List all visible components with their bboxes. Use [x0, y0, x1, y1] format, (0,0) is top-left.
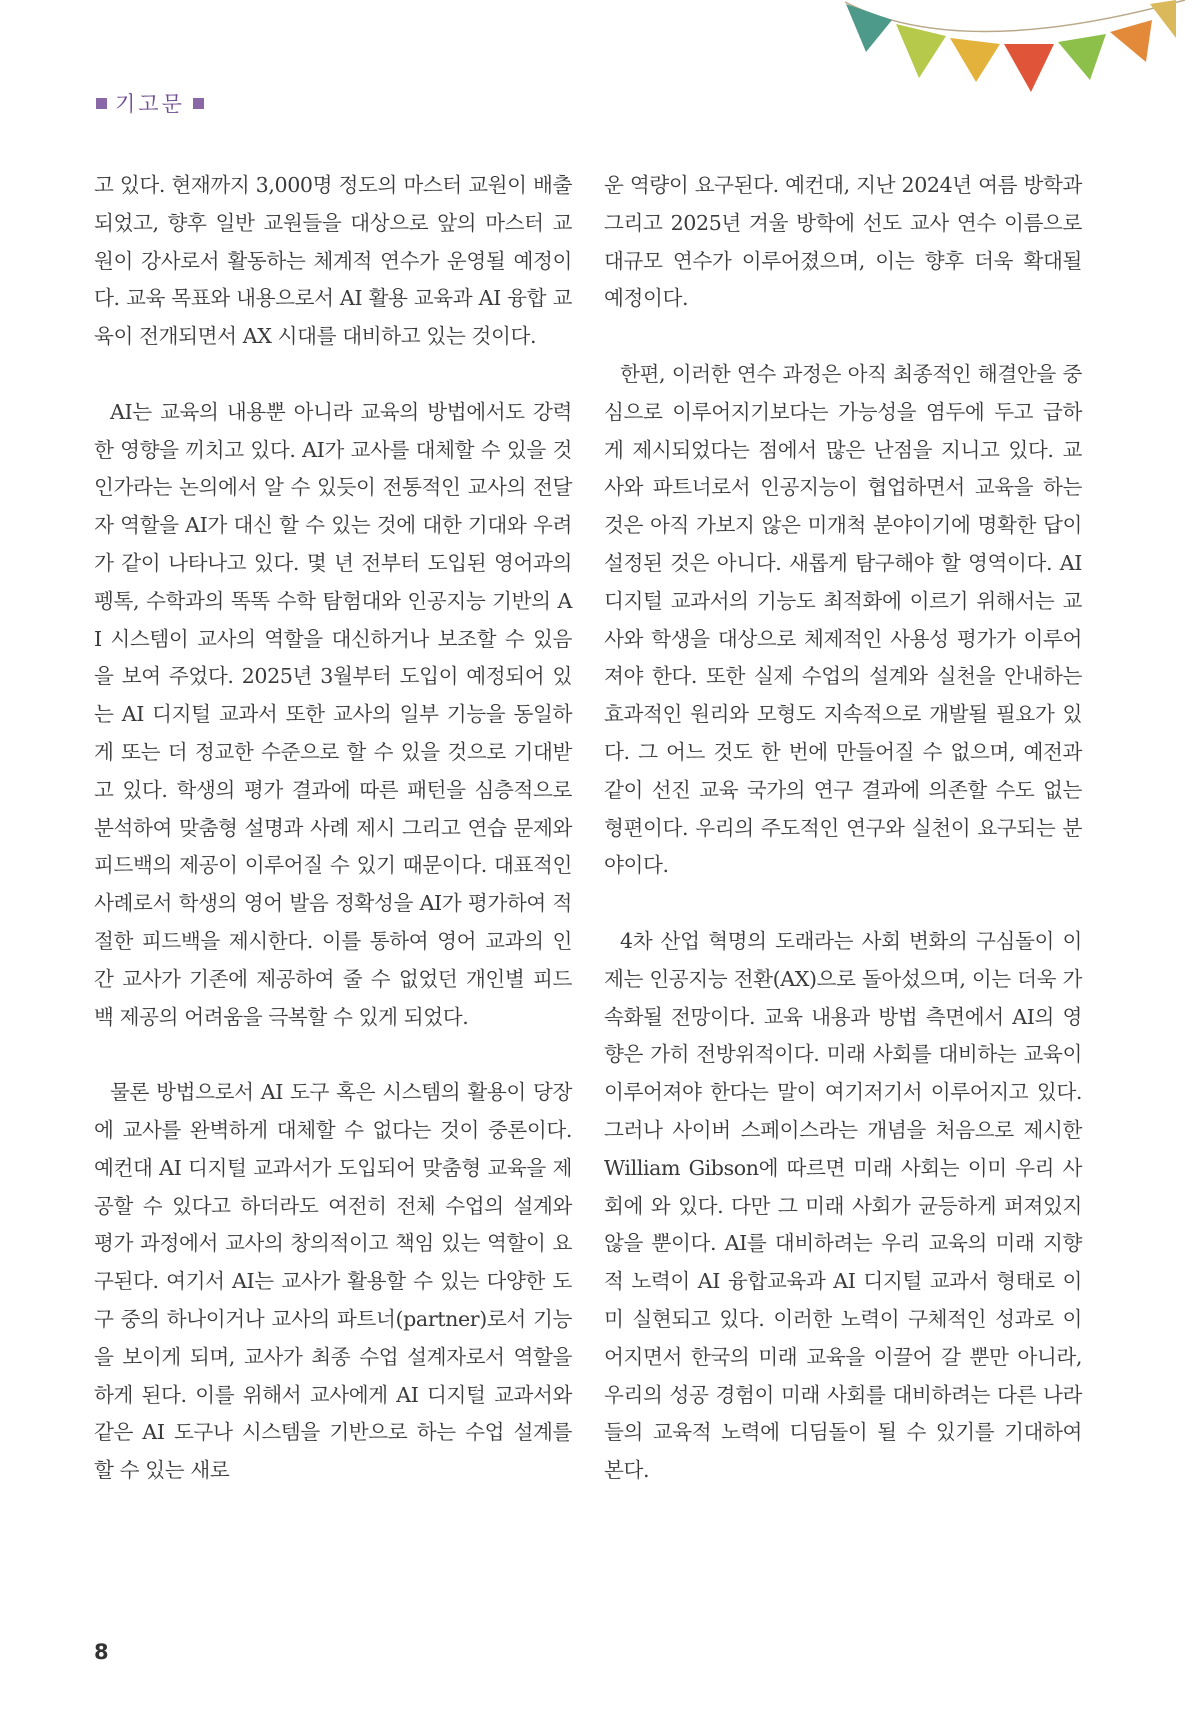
paragraph: 4차 산업 혁명의 도래라는 사회 변화의 구심돌이 이제는 인공지능 전환(AX)으로 돌아섰으며, 이는 더욱 가속화될 전망이다. 교육 내용과 방법 측면에서 AI의 영향은 가히 전방위적이다. 미래 사회를 대비하는 교육이 이루어져야 한다는 말이 여기저기서 이루어지고 있다. 그러나 사이버 스페이스라는 개념을 처음으로 제시한 William Gibson에 따르면 미래 사회는 이미 우리 사회에 와 있다. 다만 그 미래 사회가 균등하게 퍼져있지 않을 뿐이다. AI를 대비하려는 우리 교육의 미래 지향적 노력이 AI 융합교육과 AI 디지털 교과서 형태로 이미 실현되고 있다. 이러한 노력이 구체적인 성과로 이어지면서 한국의 미래 교육을 이끌어 갈 뿐만 아니라, 우리의 성공 경험이 미래 사회를 대비하려는 다른 나라들의 교육적 노력에 디딤돌이 될 수 있기를 기대하여 본다. — [604, 928, 1082, 1483]
section-label — [96, 88, 204, 118]
paragraph: 한편, 이러한 연수 과정은 아직 최종적인 해결안을 중심으로 이루어지기보다는 가능성을 염두에 두고 급하게 제시되었다는 점에서 많은 난점을 지니고 있다. 교사와 파트너로서 인공지능이 협업하면서 교육을 하는 것은 아직 가보지 않은 미개척 분야이기에 명확한 답이 설정된 것은 아니다. 새롭게 탐구해야 할 영역이다. AI 디지털 교과서의 기능도 최적화에 이르기 위해서는 교사와 학생을 대상으로 체제적인 사용성 평가가 이루어져야 한다. 또한 실제 수업의 설계와 실천을 안내하는 효과적인 원리와 모형도 지속적으로 개발될 필요가 있다. 그 어느 것도 한 번에 만들어질 수 없으며, 예전과 같이 선진 교육 국가의 연구 결과에 의존할 수도 없는 형편이다. 우리의 주도적인 연구와 실천이 요구되는 분야이다. — [604, 361, 1082, 878]
bunting-flag — [1004, 44, 1054, 92]
paragraph: 운 역량이 요구된다. 예컨대, 지난 2024년 여름 방학과 그리고 2025년 겨울 방학에 선도 교사 연수 이름으로 대규모 연수가 이루어졌으며, 이는 향후 더욱 확대될 예정이다. — [604, 173, 1082, 311]
paragraph: AI는 교육의 내용뿐 아니라 교육의 방법에서도 강력한 영향을 끼치고 있다. AI가 교사를 대체할 수 있을 것인가라는 논의에서 알 수 있듯이 전통적인 교사의 전달자 역할을 AI가 대신 할 수 있는 것에 대한 기대와 우려가 같이 나타나고 있다. 몇 년 전부터 도입된 영어과의 펭톡, 수학과의 똑똑 수학 탐험대와 인공지능 기반의 AI 시스템이 교사의 역할을 대신하거나 보조할 수 있음을 보여 주었다. 2025년 3월부터 도입이 예정되어 있는 AI 디지털 교과서 또한 교사의 일부 기능을 동일하게 또는 더 정교한 수준으로 할 수 있을 것으로 기대받고 있다. 학생의 평가 결과에 따른 패턴을 심층적으로 분석하여 맞춤형 설명과 사례 제시 그리고 연습 문제와 피드백의 제공이 이루어질 수 있기 때문이다. 대표적인 사례로서 학생의 영어 발음 정확성을 AI가 평가하여 적절한 피드백을 제시한다. 이를 통하여 영어 교과의 인간 교사가 기존에 제공하여 줄 수 없었던 개인별 피드백 제공의 어려움을 극복할 수 있게 되었다. — [94, 399, 572, 1029]
bunting-flag — [896, 24, 946, 78]
square-bullet-icon — [193, 98, 204, 109]
paragraph: 고 있다. 현재까지 3,000명 정도의 마스터 교원이 배출되었고, 향후 일반 교원들을 대상으로 앞의 마스터 교원이 강사로서 활동하는 체계적 연수가 운영될 예정이다. 교육 목표와 내용으로서 AI 활용 교육과 AI 융합 교육이 전개되면서 AX 시대를 대비하고 있는 것이다. — [94, 173, 572, 349]
bunting-flag — [1150, 0, 1176, 38]
bunting-flag — [1058, 34, 1106, 80]
paragraph: 물론 방법으로서 AI 도구 혹은 시스템의 활용이 당장에 교사를 완벽하게 대체할 수 없다는 것이 중론이다. 예컨대 AI 디지털 교과서가 도입되어 맞춤형 교육을 제공할 수 있다고 하더라도 여전히 전체 수업의 설계와 평가 과정에서 교사의 창의적이고 책임 있는 역할이 요구된다. 여기서 AI는 교사가 활용할 수 있는 다양한 도구 중의 하나이거나 교사의 파트너(partner)로서 기능을 보이게 되며, 교사가 최종 수업 설계자로서 역할을 하게 된다. 이를 위해서 교사에게 AI 디지털 교과서와 같은 AI 도구나 시스템을 기반으로 하는 수업 설계를 할 수 있는 새로 — [94, 1080, 572, 1483]
bunting-decoration — [0, 0, 1200, 100]
bunting-flag — [1110, 20, 1152, 62]
square-bullet-icon — [96, 98, 107, 109]
article-column-right — [604, 167, 1082, 1490]
bunting-flag — [846, 4, 892, 52]
section-label-text: 기고문 — [115, 92, 185, 116]
bunting-flag — [950, 38, 1000, 82]
article-column-left — [94, 167, 572, 1490]
page-number: 8 — [94, 1640, 109, 1664]
